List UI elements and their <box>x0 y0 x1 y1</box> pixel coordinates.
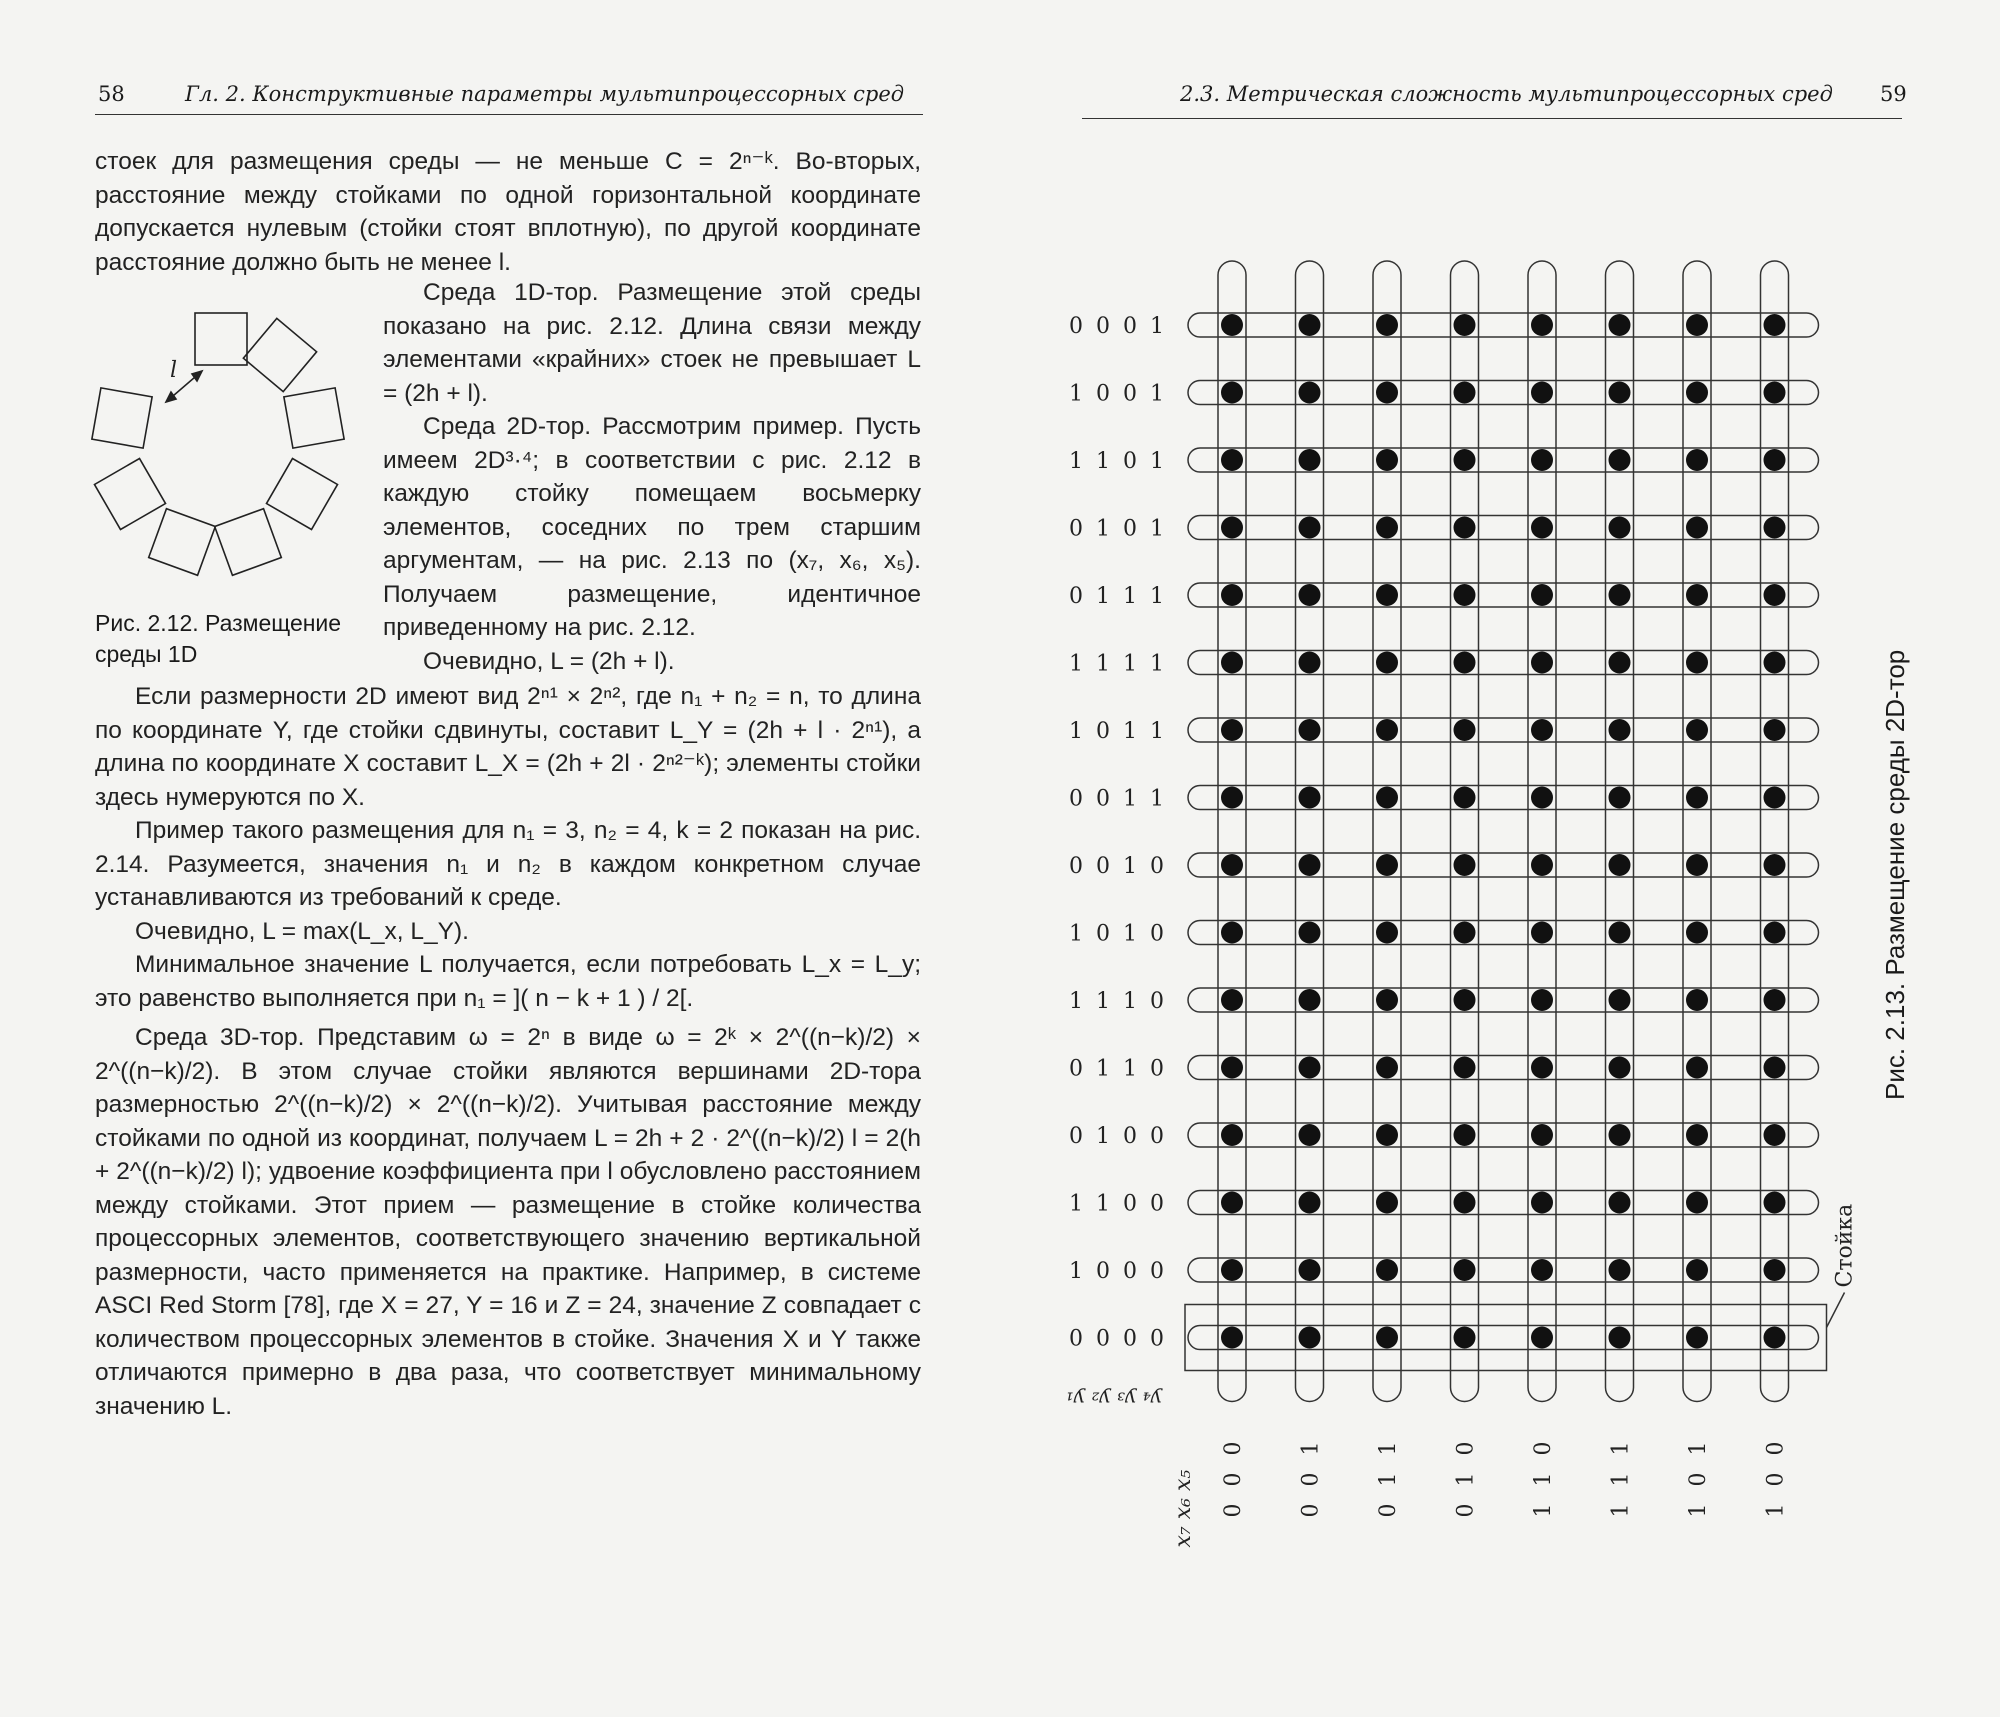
processor-node <box>1531 1259 1553 1281</box>
processor-node <box>1531 989 1553 1011</box>
processor-node <box>1686 922 1708 944</box>
row-label: 0 1 1 1 <box>1069 584 1167 609</box>
column-torus-loop <box>1528 261 1556 1402</box>
processor-node <box>1299 719 1321 741</box>
processor-node <box>1221 922 1243 944</box>
arrowhead <box>166 392 176 402</box>
processor-node <box>1454 787 1476 809</box>
processor-node <box>1764 1327 1786 1349</box>
processor-node <box>1531 382 1553 404</box>
processor-node <box>1299 989 1321 1011</box>
rack-square <box>149 509 216 576</box>
processor-node <box>1609 1057 1631 1079</box>
processor-node <box>1764 449 1786 471</box>
processor-node <box>1686 989 1708 1011</box>
processor-node <box>1609 989 1631 1011</box>
processor-node <box>1376 652 1398 674</box>
arrowhead <box>192 371 202 381</box>
processor-node <box>1221 1057 1243 1079</box>
processor-node <box>1609 1124 1631 1146</box>
processor-node <box>1686 1327 1708 1349</box>
processor-node <box>1686 719 1708 741</box>
column-label: 0 1 0 <box>1453 1436 1479 1518</box>
row-label: 1 0 0 1 <box>1069 381 1167 407</box>
processor-node <box>1454 584 1476 606</box>
processor-node <box>1686 382 1708 404</box>
processor-node <box>1764 787 1786 809</box>
processor-node <box>1221 854 1243 876</box>
processor-node <box>1376 922 1398 944</box>
processor-node <box>1376 314 1398 336</box>
row-torus-loop <box>1188 988 1819 1012</box>
processor-node <box>1686 314 1708 336</box>
processor-node <box>1686 1124 1708 1146</box>
processor-node <box>1609 1259 1631 1281</box>
processor-node <box>1686 517 1708 539</box>
processor-node <box>1299 652 1321 674</box>
processor-node <box>1609 517 1631 539</box>
processor-node <box>1686 1192 1708 1214</box>
row-torus-loop <box>1188 651 1819 675</box>
processor-node <box>1531 854 1553 876</box>
processor-node <box>1686 1057 1708 1079</box>
processor-node <box>1764 719 1786 741</box>
processor-node <box>1686 854 1708 876</box>
row-label: 1 1 0 1 <box>1069 449 1167 474</box>
row-label: 1 1 1 0 <box>1069 989 1167 1014</box>
processor-node <box>1376 382 1398 404</box>
processor-node <box>1531 922 1553 944</box>
processor-node <box>1376 1259 1398 1281</box>
processor-node <box>1764 1124 1786 1146</box>
processor-node <box>1764 854 1786 876</box>
processor-node <box>1764 1057 1786 1079</box>
processor-node <box>1376 1327 1398 1349</box>
processor-node <box>1454 1327 1476 1349</box>
figure-2-13 <box>1050 250 1870 1548</box>
processor-node <box>1376 584 1398 606</box>
row-label: 1 1 1 1 <box>1069 651 1167 677</box>
processor-node <box>1531 1327 1553 1349</box>
row-torus-loop <box>1188 1056 1819 1080</box>
processor-node <box>1221 1259 1243 1281</box>
processor-node <box>1221 989 1243 1011</box>
processor-node <box>1221 787 1243 809</box>
processor-node <box>1531 652 1553 674</box>
row-torus-loop <box>1188 853 1819 877</box>
row-label: 1 0 1 0 <box>1069 921 1167 947</box>
processor-node <box>1376 1057 1398 1079</box>
processor-node <box>1299 382 1321 404</box>
row-torus-loop <box>1188 718 1819 742</box>
processor-node <box>1299 449 1321 471</box>
processor-node <box>1454 1057 1476 1079</box>
column-label: 0 0 0 <box>1221 1436 1246 1518</box>
processor-node <box>1531 1192 1553 1214</box>
processor-node <box>1454 1192 1476 1214</box>
processor-node <box>1299 517 1321 539</box>
processor-node <box>1454 989 1476 1011</box>
processor-node <box>1299 584 1321 606</box>
rack-square <box>284 388 344 448</box>
processor-node <box>1299 854 1321 876</box>
row-label: 1 0 1 1 <box>1069 719 1167 744</box>
processor-node <box>1531 1124 1553 1146</box>
processor-node <box>1221 314 1243 336</box>
page-number-left: 58 <box>98 82 125 106</box>
processor-node <box>1454 449 1476 471</box>
processor-node <box>1531 787 1553 809</box>
column-label: 1 1 1 <box>1608 1436 1634 1518</box>
processor-node <box>1376 787 1398 809</box>
processor-node <box>1376 517 1398 539</box>
column-label: 0 1 1 <box>1376 1436 1401 1518</box>
processor-node <box>1376 854 1398 876</box>
row-label: 0 1 0 1 <box>1069 516 1167 542</box>
processor-node <box>1764 989 1786 1011</box>
processor-node <box>1299 314 1321 336</box>
processor-node <box>1299 1259 1321 1281</box>
row-torus-loop <box>1188 583 1819 607</box>
rack-square <box>266 458 337 529</box>
processor-node <box>1609 652 1631 674</box>
column-label: 1 0 0 <box>1763 1436 1789 1518</box>
processor-node <box>1764 382 1786 404</box>
processor-node <box>1376 1124 1398 1146</box>
rack-pointer <box>1827 1293 1845 1328</box>
processor-node <box>1764 922 1786 944</box>
row-torus-loop <box>1188 1123 1819 1147</box>
paragraph-1d-torus: Среда 1D-тор. Размещение этой среды показано на рис. 2.12. Длина связи между элементами «крайних» стоек не превышает L = (2h + l). Среда 2D-тор. Рассмотрим пример. Пусть имеем 2D³·⁴; в соответствии с рис. 2.12 в каждую стойку помещаем восьмерку элементов, соседних по трем старшим аргументам, — на рис. 2.13 по (x₇, x₆, x₅). Получаем размещение, идентичное приведенному на рис. 2.12. Очевидно, L = (2h + l). <box>383 279 921 675</box>
processor-node <box>1609 854 1631 876</box>
rack-frame <box>1185 1305 1827 1371</box>
processor-node <box>1609 382 1631 404</box>
processor-node <box>1764 517 1786 539</box>
processor-node <box>1609 922 1631 944</box>
processor-node <box>1609 584 1631 606</box>
processor-node <box>1454 719 1476 741</box>
processor-node <box>1764 314 1786 336</box>
processor-node <box>1531 517 1553 539</box>
x-axis-label: x₇ x₆ x₅ <box>1171 1469 1196 1548</box>
processor-node <box>1376 989 1398 1011</box>
rack-square <box>94 458 165 529</box>
row-torus-loop <box>1188 1258 1819 1282</box>
processor-node <box>1764 584 1786 606</box>
processor-node <box>1299 1192 1321 1214</box>
running-head-right: 2.3. Метрическая сложность мультипроцессорных сред <box>1180 82 1833 106</box>
figure-2-12-caption: Рис. 2.12. Размещение среды 1D <box>95 610 342 667</box>
processor-node <box>1454 1259 1476 1281</box>
row-torus-loop <box>1188 1191 1819 1215</box>
figure-l-label: l <box>170 358 178 383</box>
processor-node <box>1531 584 1553 606</box>
rack-label: Стойка <box>1832 1203 1858 1288</box>
processor-node <box>1376 719 1398 741</box>
processor-node <box>1454 314 1476 336</box>
row-label: 0 1 0 0 <box>1069 1124 1167 1149</box>
processor-node <box>1686 1259 1708 1281</box>
row-torus-loop <box>1188 448 1819 472</box>
processor-node <box>1609 1192 1631 1214</box>
row-label: 1 1 0 0 <box>1069 1191 1167 1217</box>
processor-node <box>1454 652 1476 674</box>
processor-node <box>1609 787 1631 809</box>
paragraph-block-main: Если размерности 2D имеют вид 2ⁿ¹ × 2ⁿ², где n₁ + n₂ = n, то длина по координате Y, где стойки сдвинуты, составит L_Y = (2h + l · 2ⁿ¹), а длина по координате X составит L_X = (2h + 2l · 2ⁿ²⁻ᵏ); элементы стойки здесь нумеруются по X. Пример такого размещения для n₁ = 3, n₂ = 4, k = 2 показан на рис. 2.14. Разумеется, значения n₁ и n₂ в каждом конкретном случае устанавливаются из требований к среде. Очевидно, L = max(L_x, L_Y). Минимальное значение L получается, если потребовать L_x = L_y; это равенство выполняется при n₁ = ]( n − k + 1 ) / 2[. Среда 3D-тор. Представим ω = 2ⁿ в виде ω = 2ᵏ × 2^((n−k)/2) × 2^((n−k)/2). В этом случае стойки являются вершинами 2D-тора размерностью 2^((n−k)/2) × 2^((n−k)/2). Учитывая расстояние между стойками по одной из координат, получаем L = 2h + 2 · 2^((n−k)/2) l = 2(h + 2^((n−k)/2) l); удвоение коэффициента при l обусловлено расстоянием между стойками. Этот прием — размещение в стойке количества процессорных элементов, соответствующего значению вертикальной размерности, часто применяется на практике. Например, в системе ASCI Red Storm [78], где X = 27, Y = 16 и Z = 24, значение Z совпадает с количеством процессорных элементов в стойке. Значения X и Y также отличаются примерно в два раза, что соответствует минимальному значению L. <box>95 683 921 1420</box>
processor-node <box>1299 787 1321 809</box>
row-label: 0 1 1 0 <box>1069 1056 1167 1082</box>
row-label: 0 0 0 1 <box>1069 314 1167 339</box>
processor-node <box>1531 449 1553 471</box>
processor-node <box>1221 382 1243 404</box>
column-torus-loop <box>1373 261 1401 1402</box>
processor-node <box>1221 584 1243 606</box>
rack-square <box>92 388 152 448</box>
row-torus-loop <box>1188 1326 1819 1350</box>
processor-node <box>1221 719 1243 741</box>
row-label: 0 0 1 0 <box>1069 854 1167 879</box>
row-torus-loop <box>1188 516 1819 540</box>
processor-node <box>1454 854 1476 876</box>
processor-node <box>1376 1192 1398 1214</box>
processor-node <box>1221 1327 1243 1349</box>
figure-2-12 <box>90 295 360 605</box>
column-torus-loop <box>1606 261 1634 1402</box>
processor-node <box>1299 922 1321 944</box>
processor-node <box>1686 652 1708 674</box>
processor-node <box>1764 1192 1786 1214</box>
page-number-right: 59 <box>1880 82 1907 106</box>
processor-node <box>1531 314 1553 336</box>
row-torus-loop <box>1188 381 1819 405</box>
processor-node <box>1376 449 1398 471</box>
processor-node <box>1609 1327 1631 1349</box>
processor-node <box>1454 382 1476 404</box>
processor-node <box>1454 517 1476 539</box>
column-label: 0 0 1 <box>1298 1436 1324 1518</box>
rack-square <box>195 313 247 365</box>
processor-node <box>1221 517 1243 539</box>
processor-node <box>1764 1259 1786 1281</box>
column-label: 1 1 0 <box>1531 1436 1556 1518</box>
column-label: 1 0 1 <box>1686 1436 1711 1518</box>
row-torus-loop <box>1188 313 1819 337</box>
column-torus-loop <box>1761 261 1789 1402</box>
processor-node <box>1299 1057 1321 1079</box>
processor-node <box>1221 449 1243 471</box>
processor-node <box>1686 449 1708 471</box>
processor-node <box>1531 719 1553 741</box>
column-torus-loop <box>1683 261 1711 1402</box>
row-torus-loop <box>1188 786 1819 810</box>
processor-node <box>1454 922 1476 944</box>
processor-node <box>1764 652 1786 674</box>
row-torus-loop <box>1188 921 1819 945</box>
processor-node <box>1299 1327 1321 1349</box>
y-axis-label: y₄ y₃ y₂ y₁ <box>1065 1387 1162 1412</box>
processor-node <box>1221 1124 1243 1146</box>
row-label: 0 0 1 1 <box>1069 786 1167 812</box>
row-label: 1 0 0 0 <box>1069 1259 1167 1284</box>
column-torus-loop <box>1218 261 1246 1402</box>
processor-node <box>1609 449 1631 471</box>
processor-node <box>1454 1124 1476 1146</box>
column-torus-loop <box>1296 261 1324 1402</box>
running-head-left: Гл. 2. Конструктивные параметры мультипроцессорных сред <box>185 82 905 106</box>
header-rule-left <box>95 114 923 115</box>
processor-node <box>1609 314 1631 336</box>
row-label: 0 0 0 0 <box>1069 1326 1167 1352</box>
header-rule-right <box>1082 118 1902 119</box>
processor-node <box>1609 719 1631 741</box>
processor-node <box>1686 584 1708 606</box>
processor-node <box>1299 1124 1321 1146</box>
processor-node <box>1221 1192 1243 1214</box>
paragraph-1: стоек для размещения среды — не меньше C = 2ⁿ⁻ᵏ. Во-вторых, расстояние между стойками по одной горизонтальной координате допускается нулевым (стойки стоят вплотную), по другой координате расстояние должно быть не менее l. <box>95 148 921 276</box>
processor-node <box>1686 787 1708 809</box>
rack-square <box>243 318 316 391</box>
rack-square <box>215 509 282 576</box>
figure-2-13-caption: Рис. 2.13. Размещение среды 2D-тор <box>1880 649 1910 1100</box>
processor-node <box>1221 652 1243 674</box>
column-torus-loop <box>1451 261 1479 1402</box>
processor-node <box>1531 1057 1553 1079</box>
